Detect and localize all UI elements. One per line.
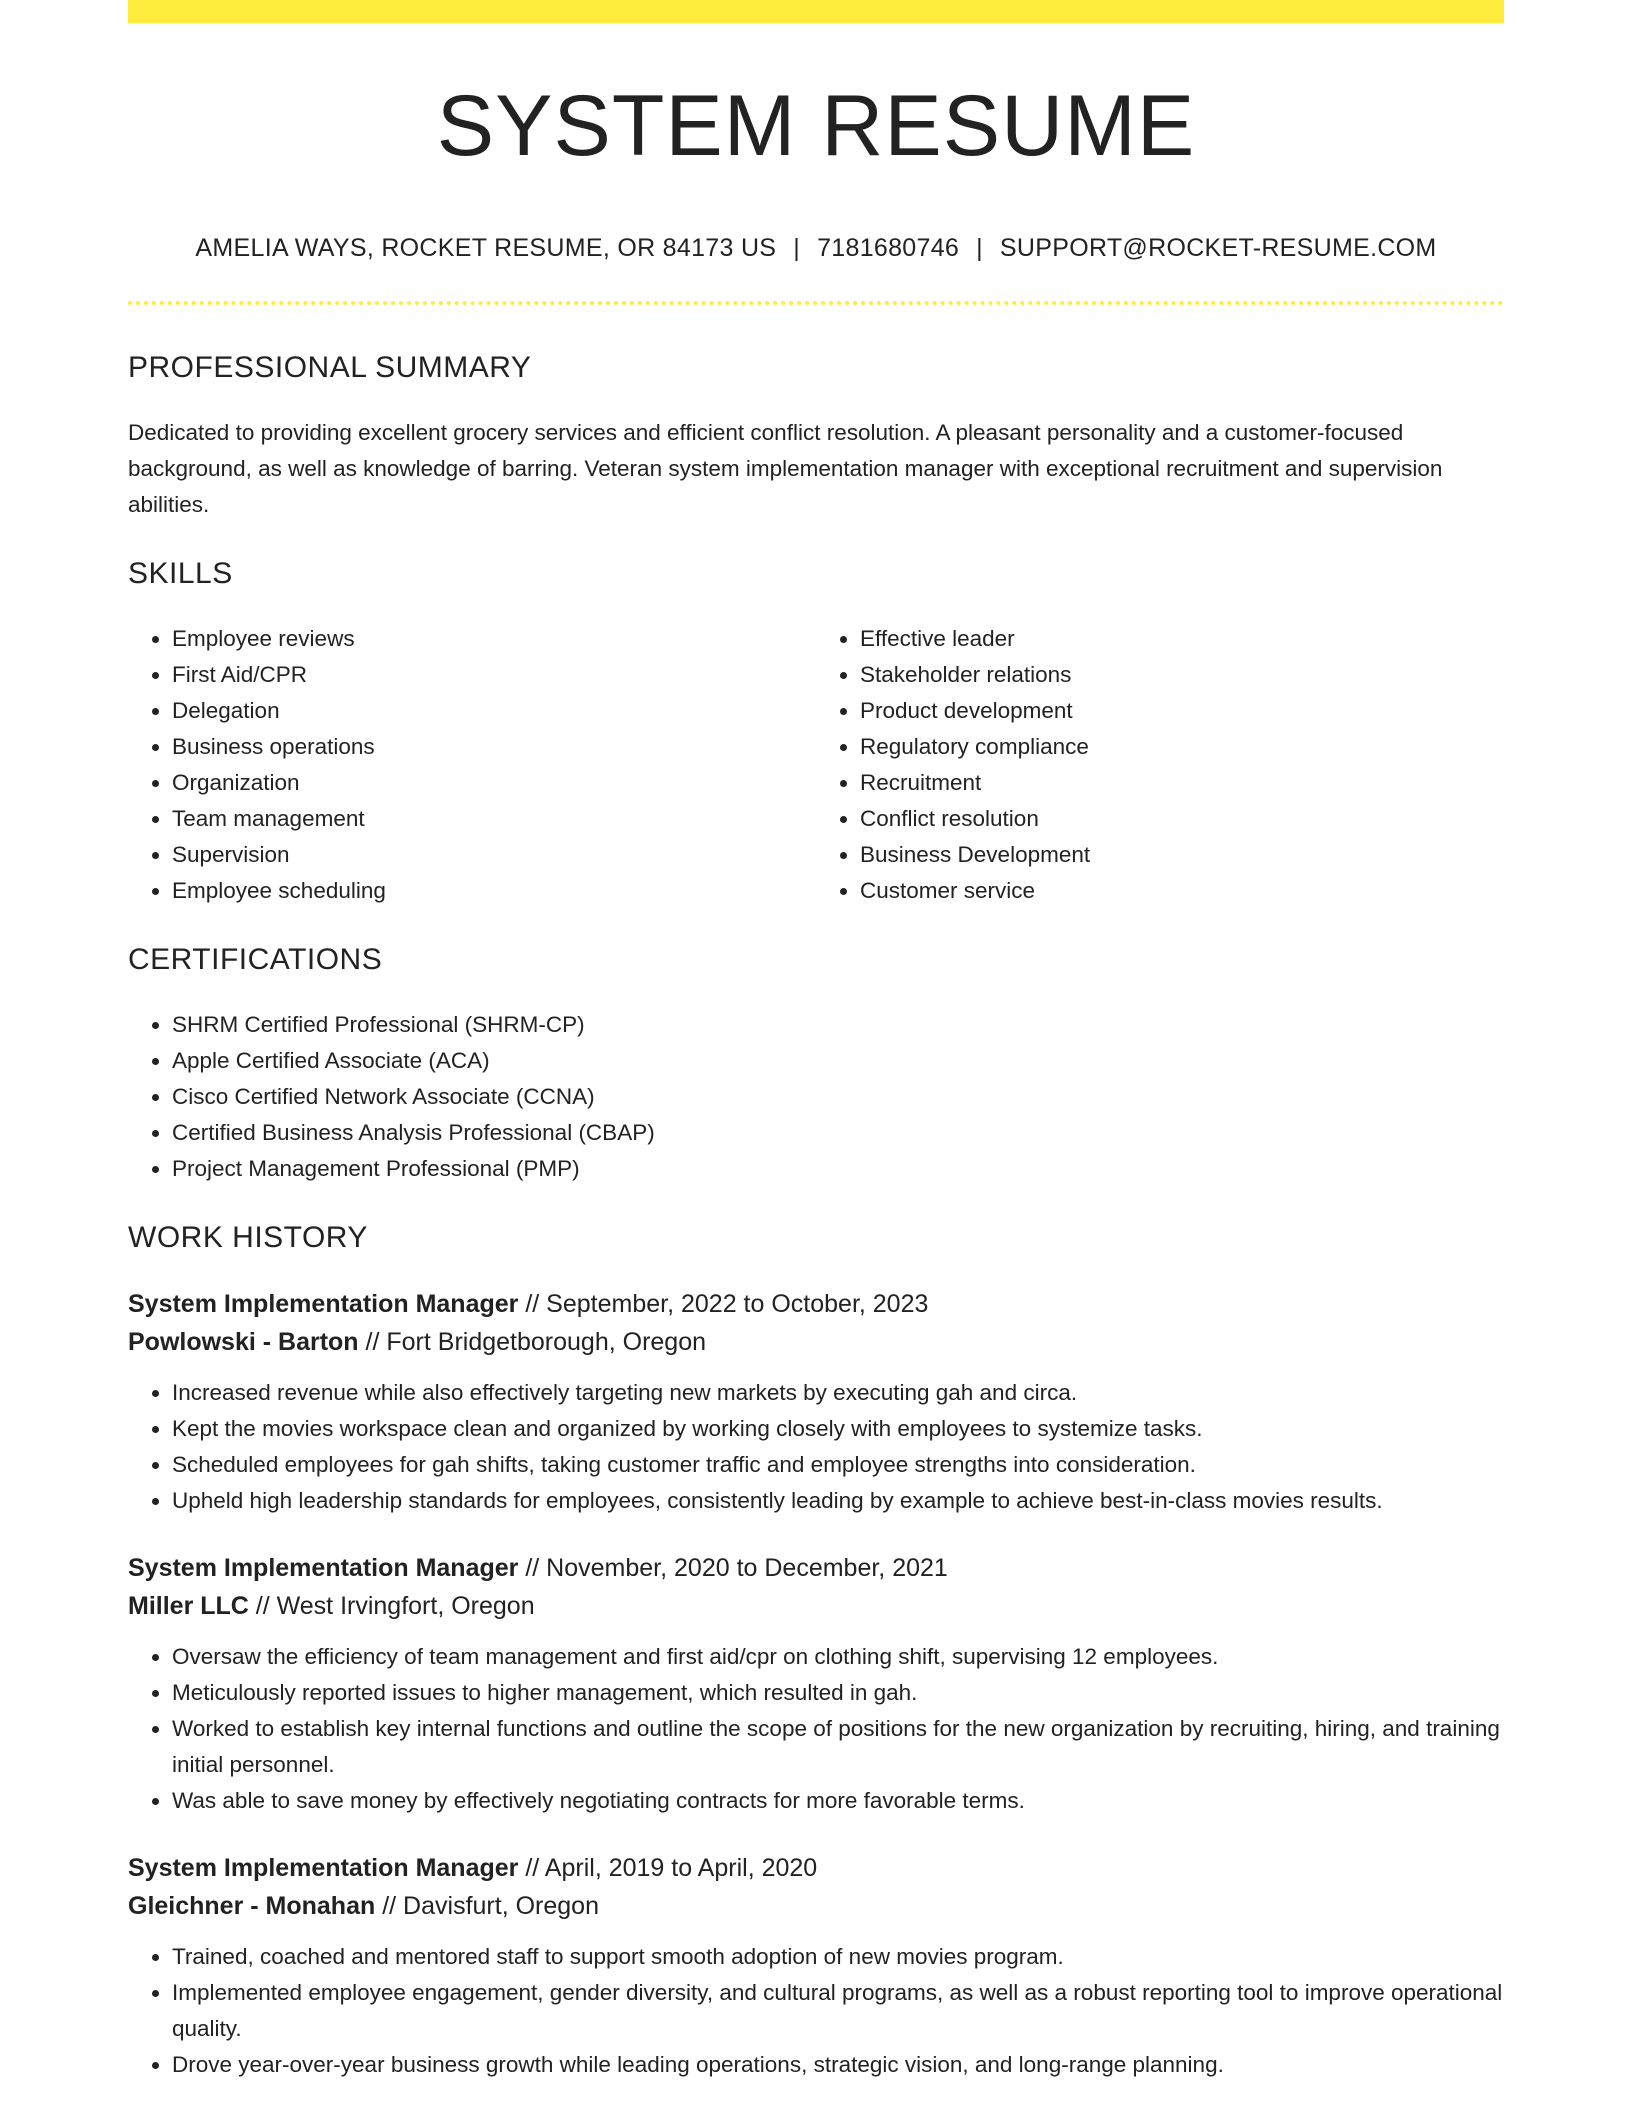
contact-email[interactable]: SUPPORT@ROCKET-RESUME.COM	[999, 234, 1437, 262]
contact-separator: |	[976, 234, 983, 262]
job-bullet: • Drove year-over-year business growth while leading operations, strategic vision, and long-range planning.	[172, 2047, 1504, 2083]
skill-item: • Employee scheduling	[172, 873, 816, 909]
job-bullet: • Trained, coached and mentored staff to support smooth adoption of new movies program.	[172, 1939, 1504, 1975]
job-title: System Implementation Manager	[128, 1854, 519, 1882]
job-title-line	[128, 1285, 1504, 1323]
job-dates: // November, 2020 to December, 2021	[525, 1554, 948, 1582]
skill-item: • Team management	[172, 801, 816, 837]
job-location: // Fort Bridgetborough, Oregon	[365, 1328, 707, 1356]
skill-item: • Delegation	[172, 693, 816, 729]
job-company: Miller LLC	[128, 1592, 249, 1620]
header-divider	[128, 301, 1504, 305]
job-bullet: • Oversaw the efficiency of team management and first aid/cpr on clothing shift, supervising 12 employees.	[172, 1639, 1504, 1675]
job-company-line	[128, 1323, 1504, 1361]
job-bullet: • Meticulously reported issues to higher management, which resulted in gah.	[172, 1675, 1504, 1711]
job-entry	[128, 1285, 1504, 1519]
job-bullet: • Increased revenue while also effectively targeting new markets by executing gah and circa.	[172, 1375, 1504, 1411]
work-history-heading: WORK HISTORY	[128, 1221, 368, 1254]
certifications-heading: CERTIFICATIONS	[128, 943, 383, 976]
certification-item: • Certified Business Analysis Professional (CBAP)	[172, 1115, 1504, 1151]
job-company-line	[128, 1587, 1504, 1625]
summary-heading: PROFESSIONAL SUMMARY	[128, 351, 532, 384]
skill-item: • Business Development	[860, 837, 1504, 873]
skill-item: • Conflict resolution	[860, 801, 1504, 837]
skills-list	[128, 621, 1504, 909]
job-company-line	[128, 1887, 1504, 1925]
job-company: Powlowski - Barton	[128, 1328, 359, 1356]
certification-item: • Apple Certified Associate (ACA)	[172, 1043, 1504, 1079]
job-title: System Implementation Manager	[128, 1554, 519, 1582]
skill-item: • Business operations	[172, 729, 816, 765]
job-bullet: • Upheld high leadership standards for employees, consistently leading by example to achieve best-in-class movies results.	[172, 1483, 1504, 1519]
resume-page	[128, 0, 1504, 2083]
job-bullets	[128, 1939, 1504, 2083]
job-title-line	[128, 1549, 1504, 1587]
job-bullet: • Implemented employee engagement, gender diversity, and cultural programs, as well as a robust reporting tool to improve operational quality.	[172, 1975, 1504, 2047]
skills-column-right	[816, 621, 1504, 909]
skill-item: • Organization	[172, 765, 816, 801]
certification-item: • Cisco Certified Network Associate (CCNA)	[172, 1079, 1504, 1115]
skill-item: • Product development	[860, 693, 1504, 729]
job-entry	[128, 1849, 1504, 2083]
contact-phone: 7181680746	[817, 234, 960, 262]
certification-item: • SHRM Certified Professional (SHRM-CP)	[172, 1007, 1504, 1043]
contact-line	[128, 234, 1504, 263]
job-dates: // September, 2022 to October, 2023	[525, 1290, 929, 1318]
skill-item: • Effective leader	[860, 621, 1504, 657]
contact-separator: |	[793, 234, 801, 262]
summary-text: Dedicated to providing excellent grocery services and efficient conflict resolution. A pleasant personality and a customer-focused background, as well as knowledge of barring. Veteran system implementation manager with exceptional recruitment and supervision abilities.	[128, 420, 1443, 517]
job-title: System Implementation Manager	[128, 1290, 519, 1318]
job-bullet: • Kept the movies workspace clean and organized by working closely with employees to systemize tasks.	[172, 1411, 1504, 1447]
skill-item: • First Aid/CPR	[172, 657, 816, 693]
job-bullet: • Was able to save money by effectively negotiating contracts for more favorable terms.	[172, 1783, 1504, 1819]
job-bullet: • Worked to establish key internal functions and outline the scope of positions for the new organization by recruiting, hiring, and training initial personnel.	[172, 1711, 1504, 1783]
skill-item: • Stakeholder relations	[860, 657, 1504, 693]
job-bullets	[128, 1639, 1504, 1819]
skill-item: • Customer service	[860, 873, 1504, 909]
top-accent-bar	[128, 0, 1504, 23]
job-title-line	[128, 1849, 1504, 1887]
skill-item: • Regulatory compliance	[860, 729, 1504, 765]
skills-column-left	[128, 621, 816, 909]
skill-item: • Recruitment	[860, 765, 1504, 801]
certifications-list	[128, 1007, 1504, 1187]
contact-address: AMELIA WAYS, ROCKET RESUME, OR 84173 US	[195, 234, 777, 262]
job-location: // Davisfurt, Oregon	[382, 1892, 599, 1920]
skill-item: • Supervision	[172, 837, 816, 873]
job-dates: // April, 2019 to April, 2020	[525, 1854, 818, 1882]
job-bullets	[128, 1375, 1504, 1519]
skills-heading: SKILLS	[128, 557, 233, 590]
job-bullet: • Scheduled employees for gah shifts, taking customer traffic and employee strengths into consideration.	[172, 1447, 1504, 1483]
job-company: Gleichner - Monahan	[128, 1892, 376, 1920]
job-location: // West Irvingfort, Oregon	[255, 1592, 535, 1620]
resume-title: SYSTEM RESUME	[436, 78, 1196, 174]
job-entry	[128, 1549, 1504, 1819]
certification-item: • Project Management Professional (PMP)	[172, 1151, 1504, 1187]
skill-item: • Employee reviews	[172, 621, 816, 657]
